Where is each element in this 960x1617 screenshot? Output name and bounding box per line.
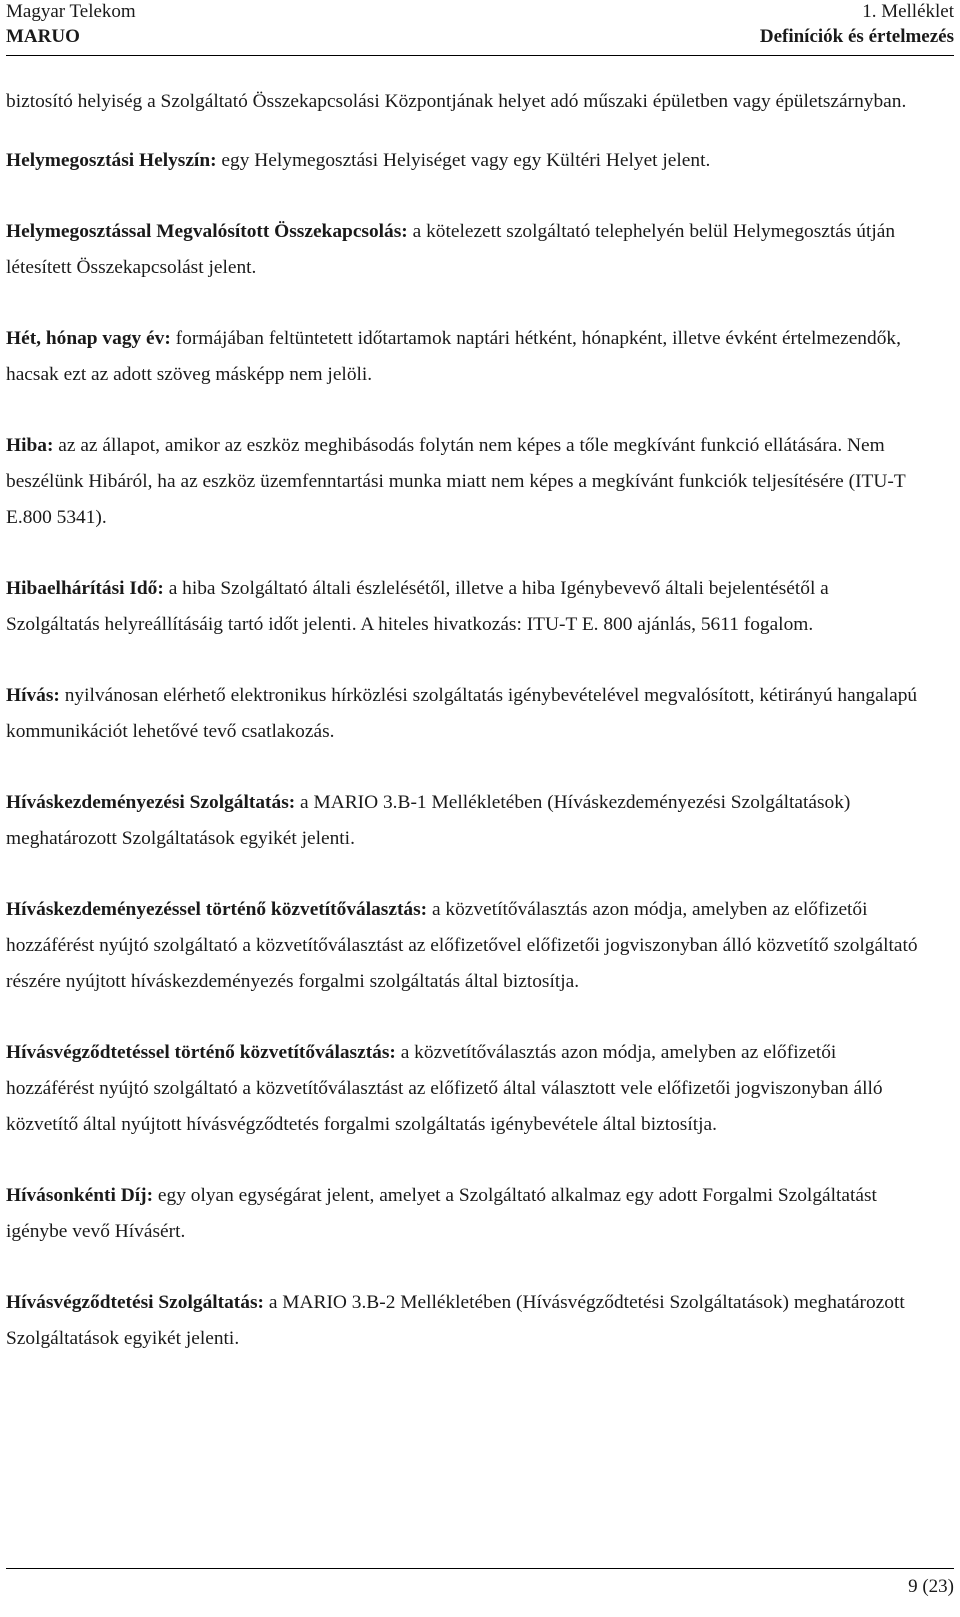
definition-term: Hívásvégződtetési Szolgáltatás: (6, 1292, 264, 1313)
definition-text: a kötelezett szolgáltató telephelyén belül Helymegosztás útján létesített Összekapcsolást jelent. (6, 221, 896, 278)
definition-paragraph (6, 321, 926, 393)
definition-text: a MARIO 3.B-2 Mellékletében (Hívásvégződtetési Szolgáltatások) meghatározott Szolgáltatások egyikét jelenti. (6, 1292, 905, 1349)
definition-term: Híváskezdeményezési Szolgáltatás: (6, 792, 296, 813)
definition-term: Hívás: (6, 685, 60, 706)
document-body (6, 84, 926, 1392)
definition-paragraph (6, 571, 926, 643)
definition-paragraph (6, 785, 926, 857)
definition-paragraph (6, 428, 926, 536)
definition-term: Hibaelhárítási Idő: (6, 578, 164, 599)
header-company: Magyar Telekom (6, 1, 136, 22)
definition-text: egy Helymegosztási Helyiséget vagy egy Kültéri Helyet jelent. (216, 150, 711, 171)
definition-text: az az állapot, amikor az eszköz meghibásodás folytán nem képes a tőle megkívánt funkció ellátására. Nem beszélünk Hibáról, ha az eszköz üzemfenntartási munka miatt nem képes a megkívánt funkciók teljesítésére (ITU-T E.800 5341). (6, 435, 906, 528)
definition-text: a közvetítőválasztás azon módja, amelyben az előfizetői hozzáférést nyújtó szolgáltató a közvetítőválasztást az előfizető által választott vele előfizetői jogviszonyban álló közvetítő által nyújtott hívásvégződtetés forgalmi szolgáltatás igénybevétele által biztosítja. (6, 1042, 883, 1135)
definition-term: Hívásvégződtetéssel történő közvetítőválasztás: (6, 1042, 396, 1063)
page-number: 9 (23) (908, 1576, 954, 1597)
definition-text: a közvetítőválasztás azon módja, amelyben az előfizetői hozzáférést nyújtó szolgáltató a közvetítőválasztást az előfizetővel előfizetői jogviszonyban álló közvetítő szolgáltató részére nyújtott híváskezdeményezés forgalmi szolgáltatás által biztosítja. (6, 899, 918, 992)
header-annex: 1. Melléklet (862, 1, 954, 22)
definition-text: egy olyan egységárat jelent, amelyet a Szolgáltató alkalmaz egy adott Forgalmi Szolgáltatást igénybe vevő Hívásért. (6, 1185, 877, 1242)
definition-paragraph (6, 1178, 926, 1250)
header-top-row (6, 0, 954, 24)
definition-text: biztosító helyiség a Szolgáltató Összekapcsolási Központjának helyet adó műszaki épületben vagy épületszárnyban. (6, 91, 907, 112)
definition-paragraph (6, 143, 926, 179)
header-bottom-row (6, 25, 954, 49)
definition-text: a MARIO 3.B-1 Mellékletében (Híváskezdeményezési Szolgáltatások) meghatározott Szolgáltatások egyikét jelenti. (6, 792, 851, 849)
page-header (0, 0, 960, 56)
definition-text: nyilvánosan elérhető elektronikus hírközlési szolgáltatás igénybevételével megvalósított, kétirányú hangalapú kommunikációt lehetővé tevő csatlakozás. (6, 685, 918, 742)
definition-term: Hiba: (6, 435, 54, 456)
definition-term: Helymegosztással Megvalósított Összekapcsolás: (6, 221, 408, 242)
definition-paragraph (6, 84, 926, 120)
definition-paragraph (6, 678, 926, 750)
header-divider (6, 55, 954, 56)
header-section-title: Definíciók és értelmezés (759, 26, 954, 47)
definition-term: Hét, hónap vagy év: (6, 328, 171, 349)
footer-divider (6, 1568, 954, 1569)
definition-term: Hívásonkénti Díj: (6, 1185, 154, 1206)
definition-paragraph (6, 1285, 926, 1357)
definition-paragraph (6, 1035, 926, 1143)
definition-term: Híváskezdeményezéssel történő közvetítőválasztás: (6, 899, 428, 920)
definition-paragraph (6, 892, 926, 1000)
definition-term: Helymegosztási Helyszín: (6, 150, 217, 171)
header-document-code: MARUO (6, 26, 80, 47)
definition-text: a hiba Szolgáltató általi észlelésétől, illetve a hiba Igénybevevő általi bejelentésétől a Szolgáltatás helyreállításáig tartó időt jelenti. A hiteles hivatkozás: ITU-T E. 800 ajánlás, 5611 fogalom. (6, 578, 829, 635)
definition-text: formájában feltüntetett időtartamok naptári hétként, hónapként, illetve évként értelmezendők, hacsak ezt az adott szöveg másképp nem jelöli. (6, 328, 901, 385)
definition-paragraph (6, 214, 926, 286)
